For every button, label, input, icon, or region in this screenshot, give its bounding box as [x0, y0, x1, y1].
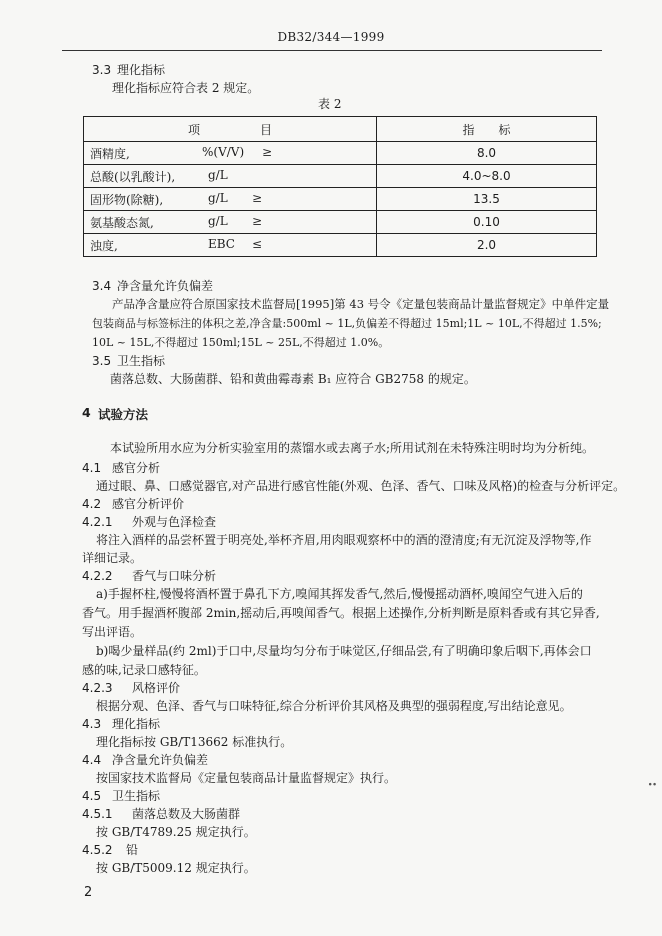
row-unit: g/L — [208, 168, 228, 182]
sec-4-intro: 本试验所用水应为分析实验室用的蒸馏水或去离子水;所用试剂在未特殊注明时均为分析纯。 — [110, 441, 595, 455]
sec-4-2-num: 4.2 — [82, 497, 102, 511]
sec-4-5-title: 卫生指标 — [112, 789, 161, 803]
sec-3-4-num: 3.4 — [92, 279, 112, 293]
sec-4-5-1-title: 菌落总数及大肠菌群 — [132, 807, 241, 821]
sec-3-4-line2: 包装商品与标签标注的体积之差,净含量:500ml ~ 1L,负偏差不得超过 15ml;1L ~ 10L,不得超过 1.5%; — [92, 317, 602, 330]
header-value: 指 标 — [377, 117, 597, 142]
row-cmp: ≥ — [252, 214, 263, 228]
row-name: 浊度, — [90, 239, 118, 253]
sec-4-2-3-text: 根据分观、色泽、香气与口味特征,综合分析评价其风格及典型的强弱程度,写出结论意见。 — [96, 699, 572, 713]
sec-4-5-num: 4.5 — [82, 789, 102, 803]
sec-3-3-text: 理化指标应符合表 2 规定。 — [112, 81, 260, 95]
table-header-row — [84, 117, 597, 142]
sec-4-5-2-title: 铅 — [126, 843, 139, 857]
sec-4-4-text: 按国家技术监督局《定量包装商品计量监督规定》执行。 — [96, 771, 397, 785]
page-number: 2 — [84, 885, 93, 900]
row-value: 13.5 — [377, 188, 597, 211]
sec-3-5-text: 菌落总数、大肠菌群、铅和黄曲霉毒素 B₁ 应符合 GB2758 的规定。 — [110, 372, 476, 386]
row-unit: %(V/V) — [202, 145, 245, 159]
sec-3-5-num: 3.5 — [92, 354, 112, 368]
table-2 — [83, 116, 597, 257]
header-item: 项 目 — [84, 117, 377, 142]
row-name: 固形物(除糖), — [90, 193, 164, 207]
sec-4-2-1-title: 外观与色泽检查 — [132, 515, 217, 529]
sec-4-1-text: 通过眼、鼻、口感觉器官,对产品进行感官性能(外观、色泽、香气、口味及风格)的检查与分析评定。 — [96, 479, 626, 493]
row-unit: g/L — [208, 191, 228, 205]
row-cmp: ≥ — [252, 191, 263, 205]
margin-mark: ∙∙ — [648, 780, 657, 790]
sec-4-5-2-text: 按 GB/T5009.12 规定执行。 — [96, 861, 256, 875]
sec-3-5-title: 卫生指标 — [117, 354, 166, 368]
row-cmp: ≥ — [262, 145, 273, 159]
sec-4-2-1-line2: 详细记录。 — [82, 551, 143, 565]
header-rule — [62, 50, 602, 51]
sec-3-4-line1: 产品净含量应符合原国家技术监督局[1995]第 43 号令《定量包装商品计量监督规定》中单件定量 — [112, 297, 610, 311]
sec-4-5-2-num: 4.5.2 — [82, 843, 113, 857]
doc-header-code: DB32/344—1999 — [277, 30, 385, 44]
sec-3-3-num: 3.3 — [92, 63, 112, 77]
sec-3-4-title: 净含量允许负偏差 — [117, 279, 214, 293]
sec-4-1-title: 感官分析 — [112, 461, 161, 475]
sec-4-2-2-title: 香气与口味分析 — [132, 569, 217, 583]
sec-4-2-3-title: 风格评价 — [132, 681, 181, 695]
sec-4-3-title: 理化指标 — [112, 717, 161, 731]
sec-4-2-1-line1: 将注入酒样的品尝杯置于明亮处,举杯齐眉,用肉眼观察杯中的酒的澄清度;有无沉淀及浮物等,作 — [96, 533, 592, 547]
table-title: 表 2 — [318, 97, 342, 111]
sec-4-2-2-b2: 感的味,记录口感特征。 — [82, 663, 206, 677]
sec-4-3-text: 理化指标按 GB/T13662 标准执行。 — [96, 735, 293, 749]
sec-4-3-num: 4.3 — [82, 717, 102, 731]
sec-4-1-num: 4.1 — [82, 461, 102, 475]
row-value: 0.10 — [377, 211, 597, 234]
sec-4-2-2-a1: a)手握杯柱,慢慢将酒杯置于鼻孔下方,嗅闻其挥发香气,然后,慢慢摇动酒杯,嗅闻空气进入后的 — [96, 587, 583, 601]
sec-4-4-num: 4.4 — [82, 753, 102, 767]
row-cmp: ≤ — [252, 237, 263, 251]
sec-4-2-2-num: 4.2.2 — [82, 569, 113, 583]
sec-4-2-title: 感官分析评价 — [112, 497, 185, 511]
table-row — [84, 211, 597, 234]
row-value: 4.0~8.0 — [377, 165, 597, 188]
sec-3-4-line3: 10L ~ 15L,不得超过 150ml;15L ~ 25L,不得超过 1.0%。 — [92, 336, 390, 349]
sec-4-2-1-num: 4.2.1 — [82, 515, 113, 529]
sec-4-title: 试验方法 — [98, 407, 149, 422]
sec-4-5-1-num: 4.5.1 — [82, 807, 113, 821]
row-unit: g/L — [208, 214, 228, 228]
table-row — [84, 165, 597, 188]
sec-4-2-2-b1: b)喝少量样品(约 2ml)于口中,尽量均匀分布于味觉区,仔细品尝,有了明确印象后咽下,再体会口 — [96, 644, 592, 658]
sec-4-num: 4 — [82, 405, 91, 420]
row-name: 总酸(以乳酸计), — [90, 170, 176, 184]
sec-4-2-3-num: 4.2.3 — [82, 681, 113, 695]
sec-4-4-title: 净含量允许负偏差 — [112, 753, 209, 767]
table-row — [84, 234, 597, 257]
sec-3-3-title: 理化指标 — [117, 63, 166, 77]
table-row — [84, 188, 597, 211]
sec-4-2-2-a2: 香气。用手握酒杯腹部 2min,摇动后,再嗅闻香气。根据上述操作,分析判断是原料香或有其它异香, — [82, 606, 600, 620]
row-name: 氨基酸态氮, — [90, 216, 154, 230]
row-unit: EBC — [208, 237, 235, 251]
row-name: 酒精度, — [90, 147, 130, 161]
table-row — [84, 142, 597, 165]
sec-4-5-1-text: 按 GB/T4789.25 规定执行。 — [96, 825, 256, 839]
row-value: 2.0 — [377, 234, 597, 257]
row-value: 8.0 — [377, 142, 597, 165]
sec-4-2-2-a3: 写出评语。 — [82, 625, 143, 639]
